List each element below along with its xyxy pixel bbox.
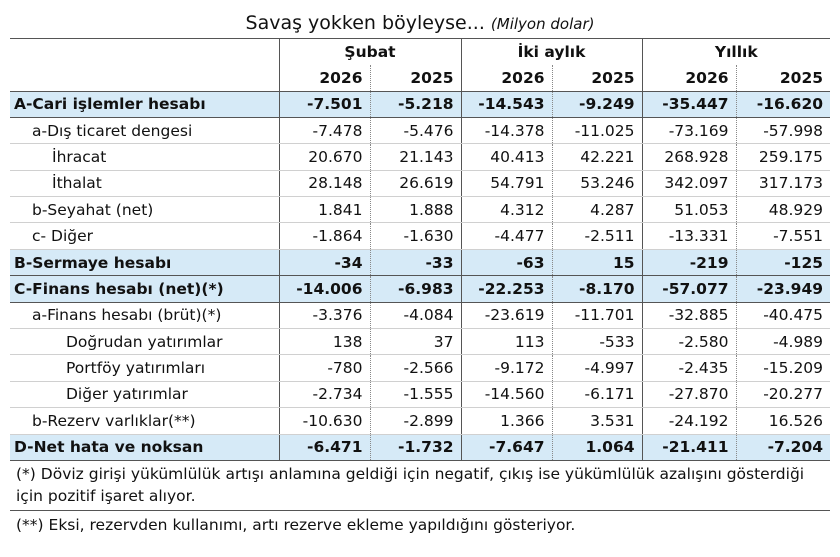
value-cell: 1.841 [279,197,370,223]
row-label: c- Diğer [10,223,279,249]
value-cell: -57.998 [736,117,830,143]
value-cell: 20.670 [279,144,370,170]
value-cell: 54.791 [461,170,552,196]
value-cell: -780 [279,355,370,381]
table-row [10,91,830,117]
value-cell: -35.447 [642,91,736,117]
value-cell: 53.246 [552,170,642,196]
value-cell: -11.025 [552,117,642,143]
table-row [10,408,830,434]
value-cell: -125 [736,249,830,275]
value-cell: -1.864 [279,223,370,249]
value-cell: -6.471 [279,434,370,460]
value-cell: 40.413 [461,144,552,170]
table-row [10,434,830,460]
value-cell: 113 [461,329,552,355]
value-cell: -1.555 [370,381,461,407]
value-cell: -11.701 [552,302,642,328]
value-cell: 15 [552,249,642,275]
value-cell: -1.732 [370,434,461,460]
value-cell: -14.006 [279,276,370,302]
value-cell: -1.630 [370,223,461,249]
value-cell: -533 [552,329,642,355]
value-cell: 268.928 [642,144,736,170]
value-cell: 4.287 [552,197,642,223]
year-header-cell: 2026 [642,65,736,91]
value-cell: -5.476 [370,117,461,143]
value-cell: -13.331 [642,223,736,249]
value-cell: -10.630 [279,408,370,434]
value-cell: 37 [370,329,461,355]
value-cell: -40.475 [736,302,830,328]
value-cell: -9.249 [552,91,642,117]
value-cell: 1.064 [552,434,642,460]
year-header-cell: 2026 [279,65,370,91]
row-label: Doğrudan yatırımlar [10,329,279,355]
value-cell: -14.378 [461,117,552,143]
value-cell: -4.997 [552,355,642,381]
table-row [10,144,830,170]
value-cell: -6.171 [552,381,642,407]
value-cell: -2.899 [370,408,461,434]
value-cell: 16.526 [736,408,830,434]
value-cell: -9.172 [461,355,552,381]
value-cell: 48.929 [736,197,830,223]
value-cell: 26.619 [370,170,461,196]
footnote-reserve-sign: (**) Eksi, rezervden kullanımı, artı rezerve ekleme yapıldığını gösteriyor. [16,515,576,534]
value-cell: -4.989 [736,329,830,355]
table-row [10,302,830,328]
table-row [10,381,830,407]
value-cell: -14.560 [461,381,552,407]
value-cell: -24.192 [642,408,736,434]
value-cell: -57.077 [642,276,736,302]
value-cell: 21.143 [370,144,461,170]
table-row [10,170,830,196]
value-cell: -34 [279,249,370,275]
row-label: a-Dış ticaret dengesi [10,117,279,143]
value-cell: -32.885 [642,302,736,328]
row-label: İthalat [10,170,279,196]
table-row [10,355,830,381]
period-group-header [10,39,830,65]
table-row [10,117,830,143]
value-cell: -73.169 [642,117,736,143]
value-cell: 51.053 [642,197,736,223]
row-label: b-Seyahat (net) [10,197,279,223]
value-cell: -7.647 [461,434,552,460]
value-cell: 28.148 [279,170,370,196]
group-header-yillik: Yıllık [642,39,830,65]
footnotes [10,461,830,536]
group-header-iki-aylik: İki aylık [461,39,642,65]
value-cell: 342.097 [642,170,736,196]
row-label: Diğer yatırımlar [10,381,279,407]
value-cell: -23.949 [736,276,830,302]
value-cell: 4.312 [461,197,552,223]
row-label: b-Rezerv varlıklar(**) [10,408,279,434]
value-cell: -7.551 [736,223,830,249]
value-cell: 3.531 [552,408,642,434]
value-cell: -63 [461,249,552,275]
title-unit: (Milyon dolar) [490,15,595,33]
group-header-subat: Şubat [279,39,461,65]
table-row [10,329,830,355]
value-cell: -2.566 [370,355,461,381]
value-cell: -20.277 [736,381,830,407]
year-header-cell: 2025 [552,65,642,91]
value-cell: -22.253 [461,276,552,302]
year-header-cell: 2025 [736,65,830,91]
value-cell: -16.620 [736,91,830,117]
value-cell: -23.619 [461,302,552,328]
balance-of-payments-table [10,39,830,461]
row-label: a-Finans hesabı (brüt)(*) [10,302,279,328]
year-header-cell: 2025 [370,65,461,91]
table-row [10,197,830,223]
value-cell: 138 [279,329,370,355]
value-cell: -2.734 [279,381,370,407]
value-cell: 1.366 [461,408,552,434]
balance-table-panel [10,8,830,536]
value-cell: -8.170 [552,276,642,302]
header-blank [10,65,279,91]
table-row [10,276,830,302]
value-cell: -2.580 [642,329,736,355]
year-header-cell: 2026 [461,65,552,91]
value-cell: -5.218 [370,91,461,117]
table-row [10,223,830,249]
title-main: Savaş yokken böyleyse... [245,12,485,34]
value-cell: -2.435 [642,355,736,381]
value-cell: -219 [642,249,736,275]
value-cell: 42.221 [552,144,642,170]
value-cell: -14.543 [461,91,552,117]
value-cell: -7.478 [279,117,370,143]
value-cell: -4.477 [461,223,552,249]
row-label: İhracat [10,144,279,170]
header-blank [10,39,279,65]
value-cell: 317.173 [736,170,830,196]
table-title [10,8,830,39]
value-cell: -27.870 [642,381,736,407]
value-cell: -33 [370,249,461,275]
value-cell: -3.376 [279,302,370,328]
value-cell: -2.511 [552,223,642,249]
value-cell: -7.501 [279,91,370,117]
footnote-finance-sign: (*) Döviz girişi yükümlülük artışı anlamına geldiği için negatif, çıkış ise yükümlülük azalışını gösterdiği için pozitif işaret alıyor. [10,461,830,511]
value-cell: 259.175 [736,144,830,170]
value-cell: -15.209 [736,355,830,381]
value-cell: -4.084 [370,302,461,328]
row-label: D-Net hata ve noksan [10,434,279,460]
year-header [10,65,830,91]
row-label: Portföy yatırımları [10,355,279,381]
value-cell: 1.888 [370,197,461,223]
table-row [10,249,830,275]
row-label: C-Finans hesabı (net)(*) [10,276,279,302]
value-cell: -6.983 [370,276,461,302]
value-cell: -7.204 [736,434,830,460]
row-label: A-Cari işlemler hesabı [10,91,279,117]
row-label: B-Sermaye hesabı [10,249,279,275]
value-cell: -21.411 [642,434,736,460]
